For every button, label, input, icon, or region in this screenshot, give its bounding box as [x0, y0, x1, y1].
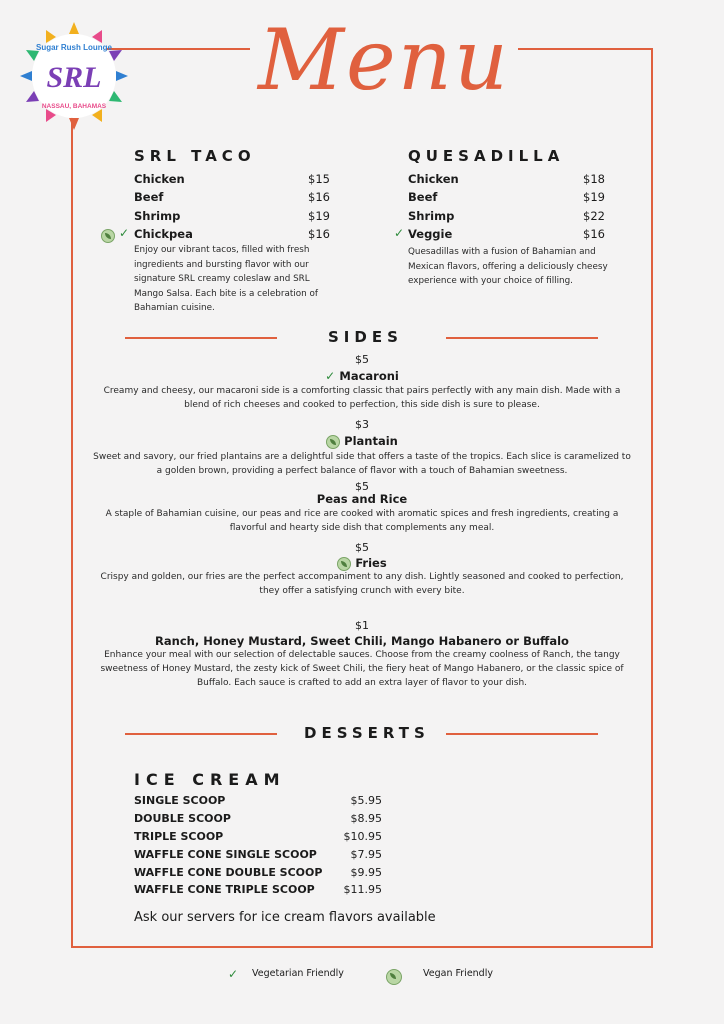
side-name: Peas and Rice — [316, 492, 408, 506]
ice-cream-item-price: $10.95 — [343, 830, 382, 843]
side-name: Macaroni — [339, 369, 399, 383]
taco-item-price: $19 — [308, 209, 330, 223]
vegan-icon — [386, 969, 402, 985]
ice-cream-item-name: WAFFLE CONE SINGLE SCOOP — [134, 848, 317, 861]
ice-cream-item-price: $11.95 — [343, 883, 382, 896]
legend-vegan: Vegan Friendly — [423, 968, 493, 979]
vegan-icon — [101, 229, 115, 243]
taco-item-name: Shrimp — [134, 209, 181, 223]
vegetarian-icon: ✓ — [394, 226, 405, 240]
taco-item-price: $16 — [308, 227, 330, 241]
vegetarian-icon: ✓ — [119, 226, 130, 240]
side-description: Sweet and savory, our fried plantains are a delightful side that offers a taste of the tropics. Each slice is caramelized to a golden brown, providing a perfect balance of flavor with a touch of Bahamian sweetness. — [93, 452, 631, 476]
ice-cream-item-price: $9.95 — [350, 866, 382, 879]
quesadilla-item-price: $16 — [583, 227, 605, 241]
vegan-icon — [337, 557, 351, 571]
ice-cream-item-name: SINGLE SCOOP — [134, 794, 226, 807]
quesadilla-item-name: Shrimp — [408, 209, 455, 223]
quesadilla-item-name: Chicken — [408, 172, 459, 186]
vegetarian-icon: ✓ — [325, 369, 340, 383]
divider — [125, 337, 277, 339]
divider — [125, 733, 277, 735]
side-description: Creamy and cheesy, our macaroni side is a comforting classic that pairs perfectly with any main dish. Made with a blend of rich cheeses and cooked to perfection, this side dish is sure to please. — [103, 386, 621, 410]
quesadilla-item-name: Veggie — [408, 227, 453, 241]
ice-cream-item-name: TRIPLE SCOOP — [134, 830, 224, 843]
logo-name: Sugar Rush Lounge — [36, 43, 112, 52]
quesadilla-description: Quesadillas with a fusion of Bahamian and Mexican flavors, offering a deliciously cheesy experience with your choice of filling. — [408, 247, 608, 286]
quesadilla-item-price: $18 — [583, 172, 605, 186]
quesadilla-item-price: $22 — [583, 209, 605, 223]
side-name-row — [90, 369, 634, 383]
side-price: $3 — [355, 418, 369, 431]
logo-location: NASSAU, BAHAMAS — [41, 103, 107, 110]
side-price: $1 — [355, 619, 369, 632]
taco-item-name: Chickpea — [134, 227, 193, 241]
side-name-row — [90, 556, 634, 571]
divider — [446, 337, 598, 339]
side-description: A staple of Bahamian cuisine, our peas and rice are cooked with aromatic spices and fresh ingredients, creating a flavorful and hearty side dish that complements any meal. — [105, 509, 619, 533]
ice-cream-item-price: $7.95 — [350, 848, 382, 861]
side-name: Plantain — [344, 434, 398, 448]
side-description: Enhance your meal with our selection of delectable sauces. Choose from the creamy coolness of Ranch, the tangy sweetness of Honey Mustard, the zesty kick of Sweet Chili, the fiery heat of Mango Habanero, or the classic spice of Buffalo. Each sauce is crafted to add an extra layer of flavor to your dish. — [100, 650, 624, 688]
divider — [446, 733, 598, 735]
taco-item-name: Beef — [134, 190, 164, 204]
legend-vegetarian: Vegetarian Friendly — [252, 968, 344, 979]
ice-cream-item-price: $5.95 — [350, 794, 382, 807]
quesadilla-item-name: Beef — [408, 190, 438, 204]
quesadilla-heading: QUESADILLA — [408, 147, 565, 165]
side-price: $5 — [355, 353, 369, 366]
side-name: Ranch, Honey Mustard, Sweet Chili, Mango Habanero or Buffalo — [155, 634, 569, 648]
vegetarian-icon: ✓ — [228, 967, 239, 981]
ice-cream-note: Ask our servers for ice cream flavors available — [134, 910, 436, 925]
vegan-icon — [326, 435, 340, 449]
taco-item-name: Chicken — [134, 172, 185, 186]
desserts-heading: DESSERTS — [304, 724, 430, 742]
side-name-row — [90, 434, 634, 449]
ice-cream-item-name: WAFFLE CONE TRIPLE SCOOP — [134, 883, 315, 896]
menu-title: Menu — [250, 18, 518, 102]
ice-cream-item-name: DOUBLE SCOOP — [134, 812, 231, 825]
side-price: $5 — [355, 480, 369, 493]
taco-item-price: $16 — [308, 190, 330, 204]
side-price: $5 — [355, 541, 369, 554]
logo-monogram: SRL — [46, 61, 102, 94]
taco-heading: SRL TACO — [134, 147, 256, 165]
side-name: Fries — [355, 556, 387, 570]
ice-cream-item-price: $8.95 — [350, 812, 382, 825]
ice-cream-heading: ICE CREAM — [134, 770, 286, 789]
taco-item-price: $15 — [308, 172, 330, 186]
srl-logo — [18, 20, 130, 132]
taco-description: Enjoy our vibrant tacos, filled with fresh ingredients and bursting flavor with our signature SRL creamy coleslaw and SRL Mango Salsa. Each bite is a celebration of Bahamian cuisine. — [134, 245, 318, 313]
side-description: Crispy and golden, our fries are the perfect accompaniment to any dish. Lightly seasoned and cooked to perfection, they offer a satisfying crunch with every bite. — [100, 572, 624, 596]
ice-cream-item-name: WAFFLE CONE DOUBLE SCOOP — [134, 866, 323, 879]
quesadilla-item-price: $19 — [583, 190, 605, 204]
sides-heading: SIDES — [328, 328, 403, 346]
